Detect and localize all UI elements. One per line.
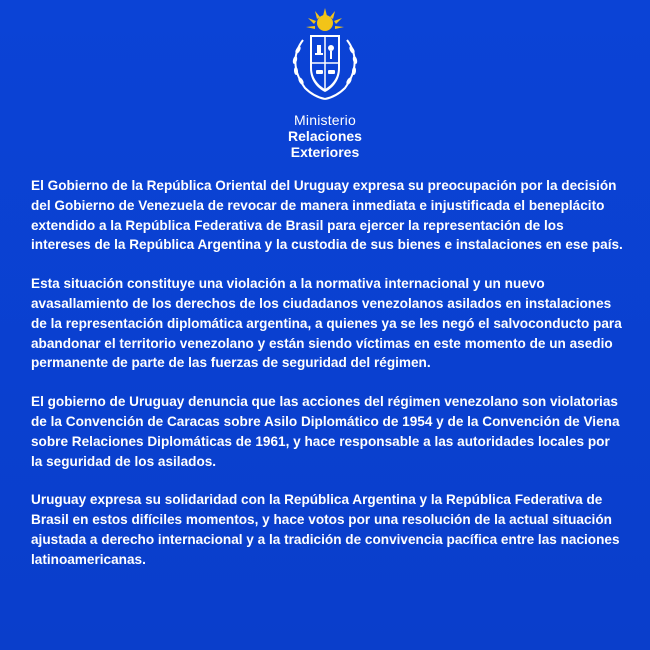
- paragraph-3: El gobierno de Uruguay denuncia que las acciones del régimen venezolano son violatorias de la Convención de Caracas sobre Asilo Diplomático de 1954 y de la Convención de Viena sobre Relaciones Diplomáticas de 1961, y hace responsable a las autoridades locales por la seguridad de los asilados.: [31, 394, 620, 469]
- paragraph-1: El Gobierno de la República Oriental del Uruguay expresa su preocupación por la decisión del Gobierno de Venezuela de revocar de manera inmediata e injustificada el beneplácito extendido a la República Federativa de Brasil para ejercer la representación de los intereses de la República Argentina y la custodia de sus bienes e instalaciones en ese país.: [31, 178, 623, 253]
- paragraph-2: Esta situación constituye una violación a la normativa internacional y un nuevo avasallamiento de los derechos de los ciudadanos venezolanos asilados en instalaciones de la representación diplomática argentina, a quienes ya se les negó el salvoconducto para abandonar el territorio venezolano y están siendo víctimas en este momento de un asedio permanente de parte de las fuerzas de seguridad del régimen.: [31, 276, 622, 371]
- paragraph-4: Uruguay expresa su solidaridad con la República Argentina y la República Federativa de Brasil en estos difíciles momentos, y hace votos por una resolución de la actual situación ajustada a derecho internacional y a la tradición de convivencia pacífica entre las naciones latinoamericanas.: [31, 492, 620, 567]
- statement-body: [31, 176, 623, 570]
- ministry-line-1: Ministerio: [294, 112, 356, 128]
- ministry-line-2: Relaciones: [288, 128, 362, 144]
- ministry-name: [0, 112, 650, 160]
- header: [0, 8, 650, 160]
- uruguay-coat-of-arms-icon: [283, 8, 367, 104]
- ministry-line-3: Exteriores: [290, 144, 360, 160]
